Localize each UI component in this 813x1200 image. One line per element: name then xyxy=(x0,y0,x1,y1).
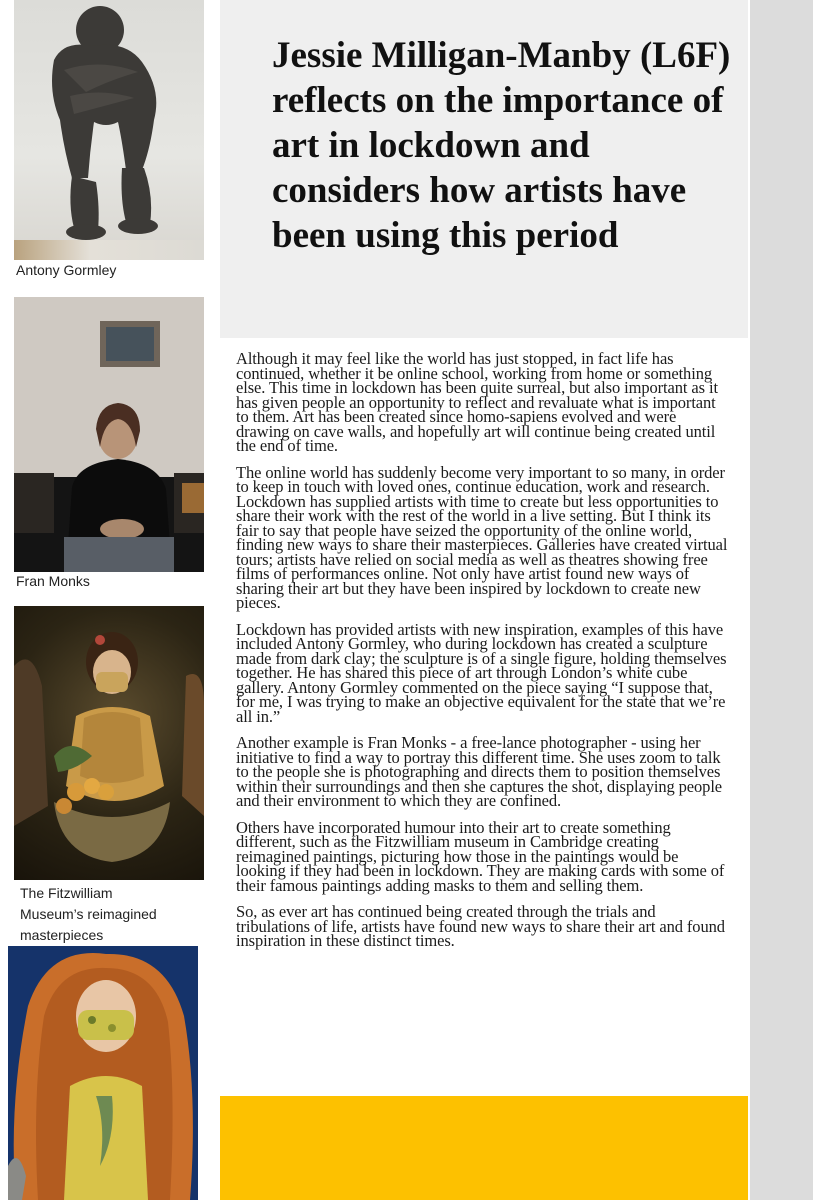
painting-scene xyxy=(8,946,198,1200)
caption-fitzwilliam-line3: masterpieces xyxy=(20,927,104,943)
paragraph: Another example is Fran Monks - a free-lance photographer - using her initiative to find a way to portray this different time. She uses zoom to talk to the people she is photographing and directs them to position themselves within their surroundings and then she captures the shot, displaying people and their environment to which they are confined. xyxy=(236,733,723,810)
paragraph: Although it may feel like the world has just stopped, in fact life has continued, whether it be online school, working from home or something else. This time in lockdown has been quite surreal, but also important as it has given people an opportunity to reflect and revaluate what is important to them. Art has been created since homo-sapiens evolved and were drawing on cave walls, and hopefully art will continue being created until the end of time. xyxy=(236,349,718,455)
caption-fitzwilliam-line1: The Fitzwilliam xyxy=(20,885,113,901)
fran-monks-photo xyxy=(14,297,204,572)
paragraph: The online world has suddenly become very important to so many, in order to keep in touch with loved ones, continue education, work and research. Lockdown has supplied artists with time to create but less opportunities to share their work with the rest of the world in a live setting. But I think its fair to say that people have seized the opportunity of the online world, finding new ways to share their masterpieces. Galleries have created virtual tours; artists have relied on social media as well as theatres showing free films of performances online. Not only have artist found new ways of sharing their art but they have been inspired by lockdown to create new pieces. xyxy=(236,462,728,612)
caption-gormley: Antony Gormley xyxy=(16,262,117,278)
painting-scene xyxy=(14,606,204,880)
article-body-panel xyxy=(220,338,748,1095)
paragraph: So, as ever art has continued being created through the trials and tribulations of life, artists have found new ways to share their art and found inspiration in these distinct times. xyxy=(236,902,725,950)
portrait-scene xyxy=(14,297,204,572)
caption-fran-monks: Fran Monks xyxy=(16,573,90,589)
masked-woman-painting xyxy=(8,946,198,1200)
accent-bar xyxy=(220,1096,748,1200)
article-title: Jessie Milligan-Manby (L6F) reflects on the importance of art in lockdown and considers how artists have been using this period xyxy=(272,35,731,256)
gormley-sculpture-photo xyxy=(14,0,204,260)
right-margin-strip xyxy=(750,0,813,1200)
sculpture-figure xyxy=(14,0,204,260)
article-text xyxy=(236,349,728,961)
paragraph: Others have incorporated humour into their art to create something different, such as the Fitzwilliam museum in Cambridge creating reimagined paintings, picturing how those in the paintings would be looking if they had been in lockdown. They are making cards with some of their famous paintings adding masks to them and selling them. xyxy=(236,817,725,895)
caption-fitzwilliam-line2: Museum’s reimagined xyxy=(20,906,157,922)
fitzwilliam-girl-painting xyxy=(14,606,204,880)
paragraph: Lockdown has provided artists with new inspiration, examples of this have included Antony Gormley, who during lockdown has created a sculpture made from dark clay; the sculpture is of a single figure, holding themselves together. He has shared this piece of art through London’s white cube gallery. Antony Gormley commented on the piece saying “I suppose that, for me, I was trying to make an objective equivalent for the state that we’re all in.” xyxy=(236,619,727,726)
title-panel xyxy=(220,0,748,338)
